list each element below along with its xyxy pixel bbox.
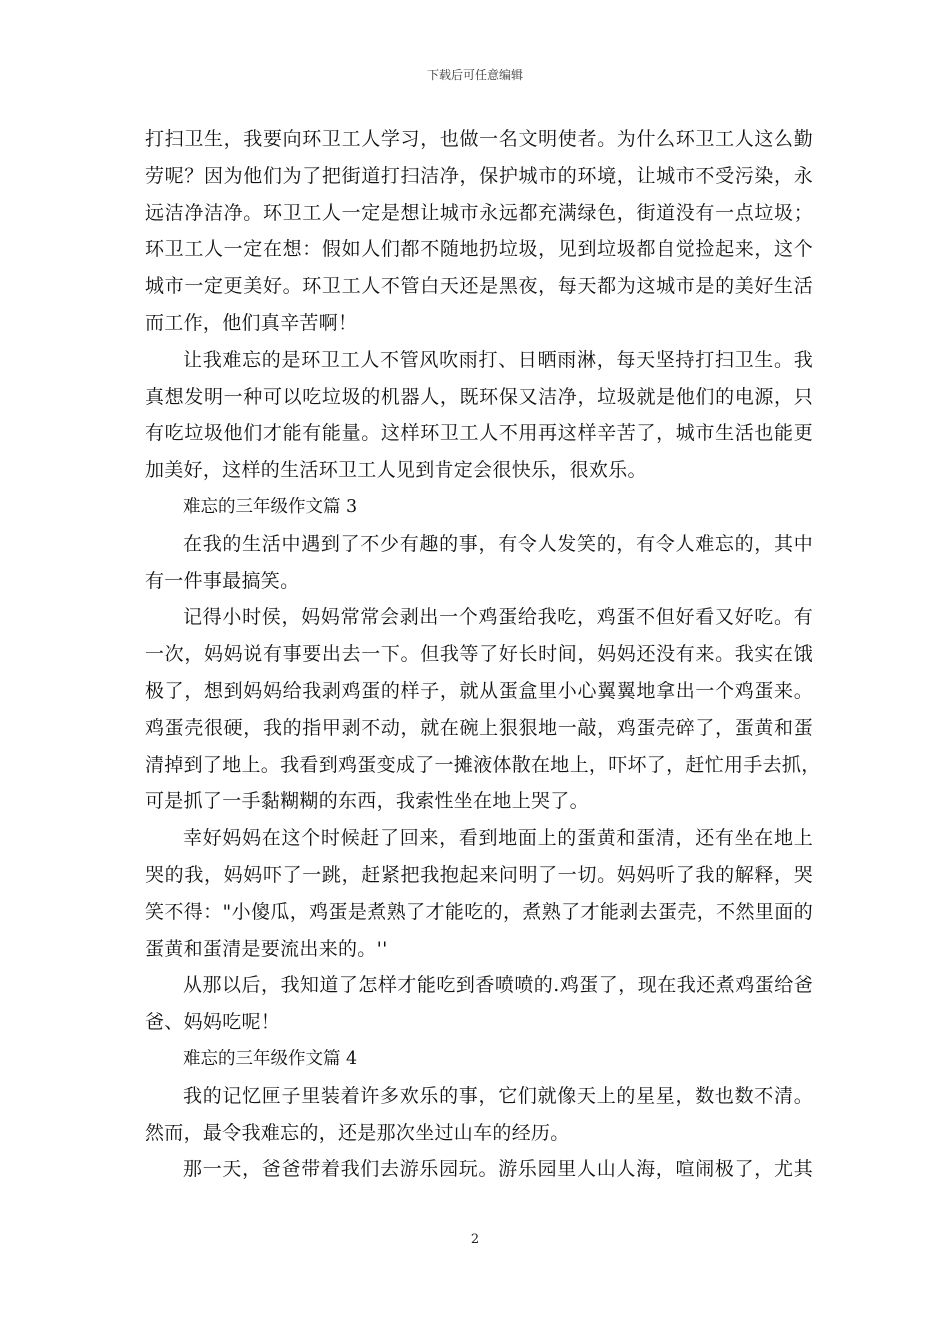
text-line: 城市一定更美好。环卫工人不管白天还是黑夜，每天都为这城市是的美好生活 xyxy=(145,275,813,298)
text-line: 打扫卫生，我要向环卫工人学习，也做一名文明使者。为什么环卫工人这么勤 xyxy=(145,128,813,150)
section-heading: 难忘的三年级作文篇 4 xyxy=(183,1048,358,1069)
text-line: 在我的生活中遇到了不少有趣的事，有令人发笑的，有令人难忘的，其中 xyxy=(183,532,813,555)
text-line: 笑不得："小傻瓜，鸡蛋是煮熟了才能吃的，煮熟了才能剥去蛋壳，不然里面的 xyxy=(145,900,813,923)
text-line: 让我难忘的是环卫工人不管风吹雨打、日晒雨淋，每天坚持打扫卫生。我 xyxy=(183,348,813,371)
text-line: 而工作，他们真辛苦啊！ xyxy=(145,311,358,334)
section-heading: 难忘的三年级作文篇 3 xyxy=(183,496,358,517)
text-line: 加美好，这样的生活环卫工人见到肯定会很快乐，很欢乐。 xyxy=(145,459,647,482)
text-line: 哭的我，妈妈吓了一跳，赶紧把我抱起来问明了一切。妈妈听了我的解释，哭 xyxy=(145,863,813,886)
text-line: 记得小时侯，妈妈常常会剥出一个鸡蛋给我吃，鸡蛋不但好看又好吃。有 xyxy=(183,606,813,629)
text-line: 远洁净洁净。环卫工人一定是想让城市永远都充满绿色，街道没有一点垃圾； xyxy=(145,201,813,224)
document-body xyxy=(145,121,821,1188)
text-line: 然而，最令我难忘的，还是那次坐过山车的经历。 xyxy=(145,1121,570,1144)
text-line: 极了，想到妈妈给我剥鸡蛋的样子，就从蛋盒里小心翼翼地拿出一个鸡蛋来。 xyxy=(145,679,813,702)
text-line: 环卫工人一定在想：假如人们都不随地扔垃圾，见到垃圾都自觉捡起来，这个 xyxy=(145,238,813,261)
text-line: 真想发明一种可以吃垃圾的机器人，既环保又洁净，垃圾就是他们的电源，只 xyxy=(145,385,813,408)
page-header: 下载后可任意编辑 xyxy=(426,68,523,82)
text-line: 我的记忆匣子里装着许多欢乐的事，它们就像天上的星星，数也数不清。 xyxy=(183,1084,813,1107)
text-line: 幸好妈妈在这个时候赶了回来，看到地面上的蛋黄和蛋清，还有坐在地上 xyxy=(183,827,813,850)
text-line: 可是抓了一手黏糊糊的东西，我索性坐在地上哭了。 xyxy=(145,790,589,813)
page-number: 2 xyxy=(470,1232,480,1247)
text-line: 劳呢？因为他们为了把街道打扫洁净，保护城市的环境，让城市不受污染，永 xyxy=(145,164,813,187)
text-line: 从那以后，我知道了怎样才能吃到香喷喷的.鸡蛋了，现在我还煮鸡蛋给爸 xyxy=(183,974,813,997)
text-line: 有一件事最搞笑。 xyxy=(145,569,300,592)
text-line: 清掉到了地上。我看到鸡蛋变成了一摊液体散在地上，吓坏了，赶忙用手去抓， xyxy=(145,753,821,776)
text-line: 那一天，爸爸带着我们去游乐园玩。游乐园里人山人海，喧闹极了，尤其 xyxy=(183,1158,813,1181)
text-line: 爸、妈妈吃呢！ xyxy=(145,1011,281,1034)
text-line: 一次，妈妈说有事要出去一下。但我等了好长时间，妈妈还没有来。我实在饿 xyxy=(145,643,813,666)
text-line: 鸡蛋壳很硬，我的指甲剥不动，就在碗上狠狠地一敲，鸡蛋壳碎了，蛋黄和蛋 xyxy=(145,716,813,739)
text-line: 有吃垃圾他们才能有能量。这样环卫工人不用再这样辛苦了，城市生活也能更 xyxy=(145,422,813,445)
text-line: 蛋黄和蛋清是要流出来的。'' xyxy=(145,937,388,960)
